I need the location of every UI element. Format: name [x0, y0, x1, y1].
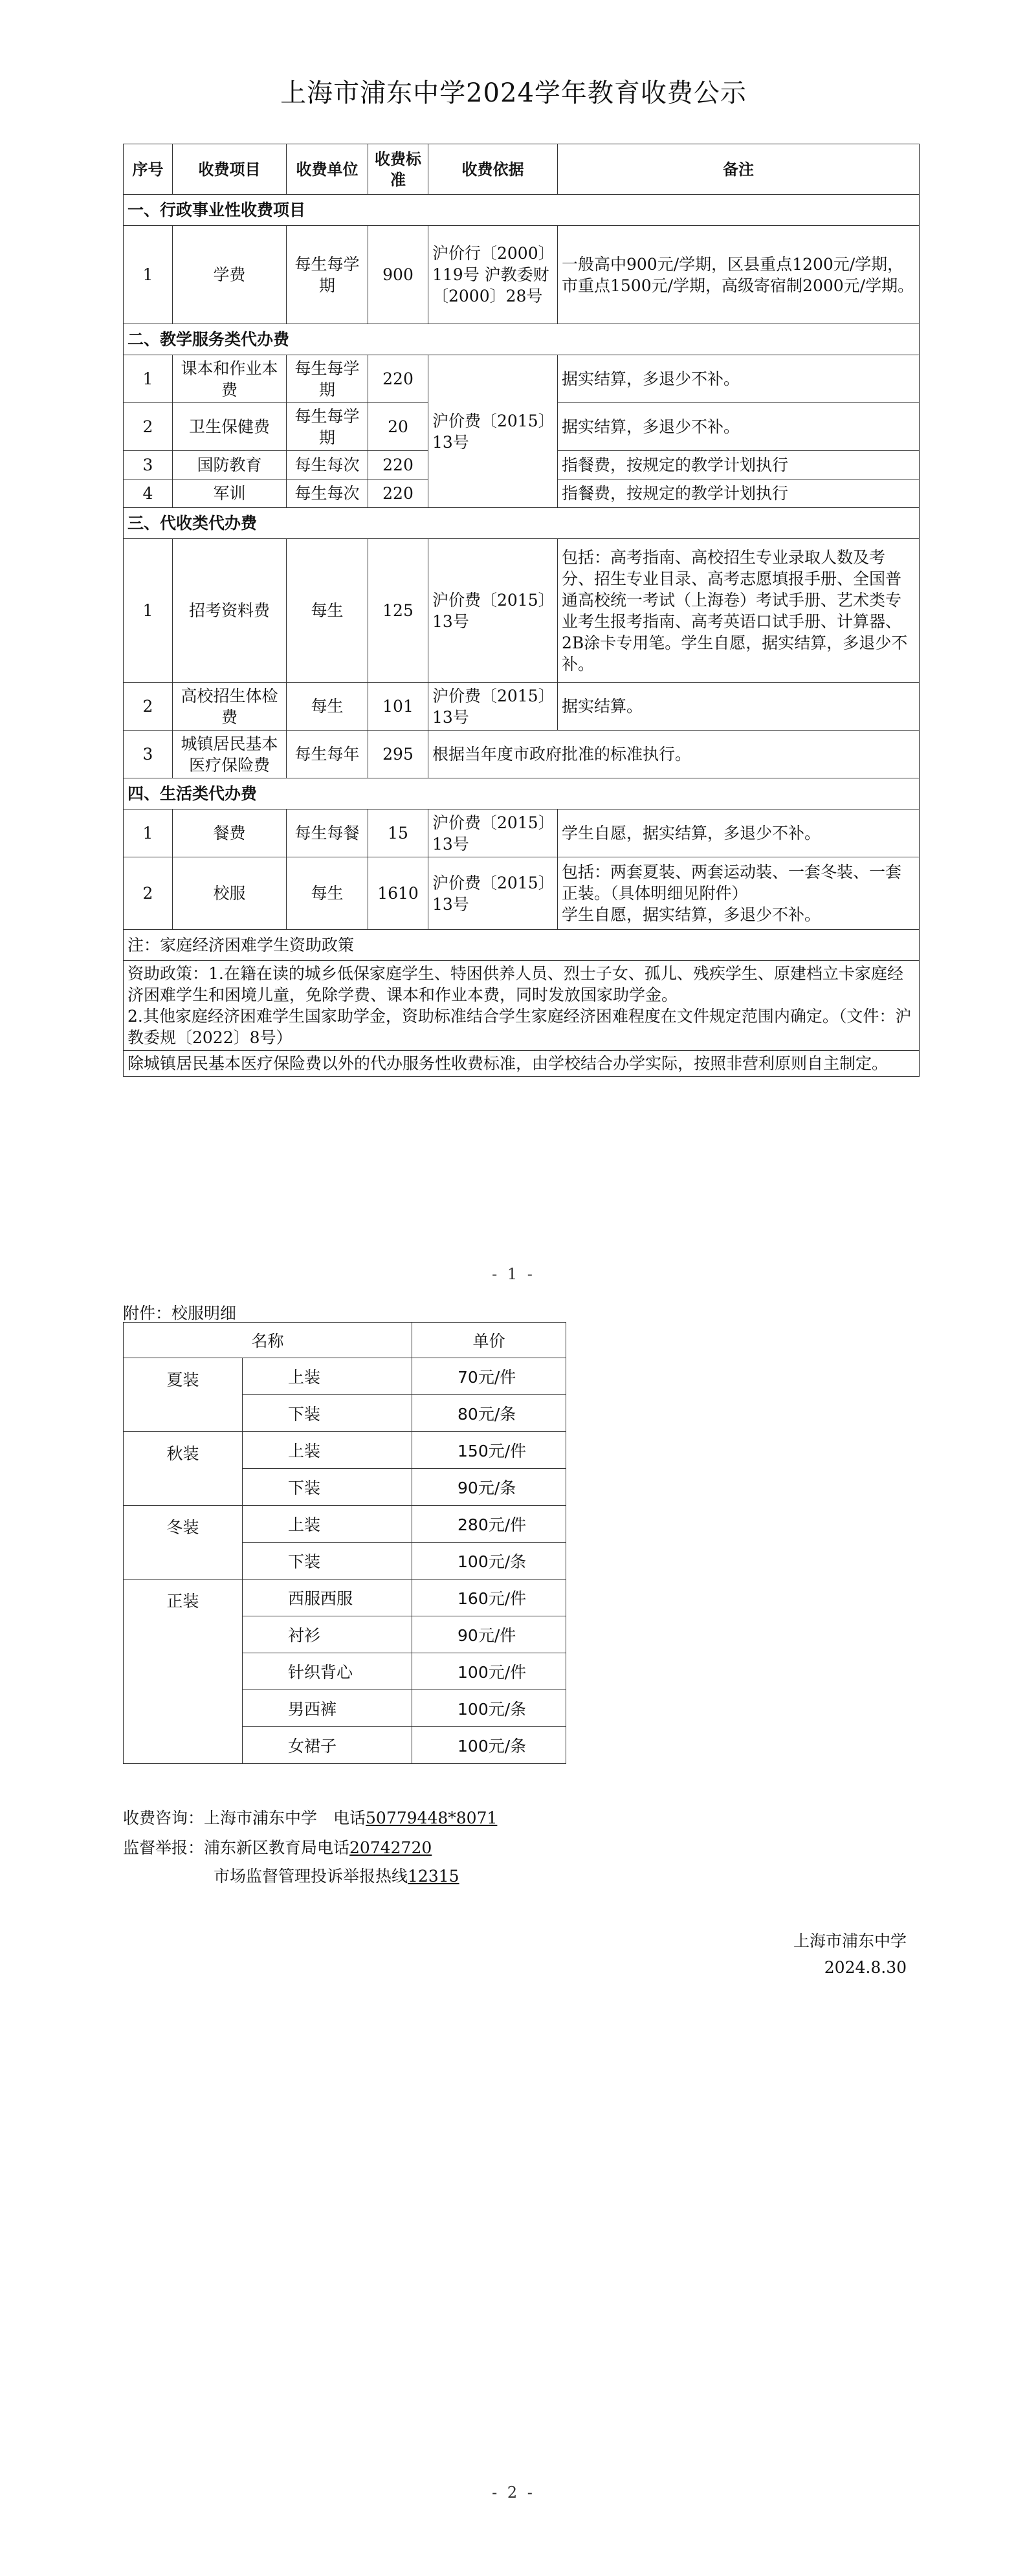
signature-date: 2024.8.30	[824, 1958, 907, 1977]
cell-unit: 每生每次	[287, 479, 368, 508]
cell-no: 2	[124, 683, 173, 731]
page-number: - 2 -	[492, 2483, 535, 2502]
item-price: 80元/条	[412, 1395, 566, 1432]
notes-policy	[124, 961, 920, 1051]
table-row	[124, 1506, 566, 1543]
item-price: 100元/条	[412, 1727, 566, 1764]
item-price: 90元/条	[412, 1469, 566, 1506]
notes-other-row	[124, 1051, 920, 1077]
report-label: 监督举报：浦东新区教育局电话	[123, 1838, 350, 1857]
cell-std: 20	[368, 403, 428, 451]
signature-org: 上海市浦东中学	[793, 1932, 907, 1950]
header-basis: 收费依据	[428, 144, 558, 195]
table-row	[124, 809, 920, 857]
notes-heading: 注：家庭经济困难学生资助政策	[124, 930, 920, 961]
cell-basis: 沪价费〔2015〕13号	[428, 809, 558, 857]
cell-basis: 沪价费〔2015〕13号	[428, 539, 558, 683]
cell-std: 220	[368, 479, 428, 508]
cell-unit: 每生每学期	[287, 403, 368, 451]
category-cell: 冬装	[124, 1506, 243, 1580]
cell-basis: 沪价费〔2015〕13号	[428, 857, 558, 930]
section-title: 一、行政事业性收费项目	[124, 195, 920, 226]
header-price: 单价	[412, 1323, 566, 1358]
category-cell: 正装	[124, 1580, 243, 1764]
cell-remark: 学生自愿，据实结算，多退少不补。	[558, 809, 920, 857]
cell-no: 2	[124, 403, 173, 451]
cell-item: 校服	[173, 857, 287, 930]
header-item: 收费项目	[173, 144, 287, 195]
cell-remark: 指餐费，按规定的教学计划执行	[558, 451, 920, 479]
contact-consult	[123, 1805, 497, 1829]
cell-unit: 每生	[287, 539, 368, 683]
section-row	[124, 778, 920, 809]
cell-std: 125	[368, 539, 428, 683]
cell-basis: 沪价费〔2015〕13号	[428, 683, 558, 731]
table-row	[124, 857, 920, 930]
table-row	[124, 1358, 566, 1395]
cell-basis: 沪价费〔2015〕13号	[428, 355, 558, 508]
cell-remark: 据实结算。	[558, 683, 920, 731]
cell-basis: 根据当年度市政府批准的标准执行。	[428, 731, 920, 778]
item-name: 女裙子	[243, 1727, 412, 1764]
section-row	[124, 324, 920, 355]
cell-item: 卫生保健费	[173, 403, 287, 451]
item-name: 上装	[243, 1506, 412, 1543]
section-row	[124, 508, 920, 539]
cell-unit: 每生每学期	[287, 355, 368, 403]
cell-unit: 每生每次	[287, 451, 368, 479]
cell-no: 2	[124, 857, 173, 930]
cell-item: 学费	[173, 226, 287, 324]
item-name: 男西裤	[243, 1690, 412, 1727]
fee-table-header	[124, 144, 920, 195]
fee-table	[123, 144, 920, 1077]
cell-std: 220	[368, 355, 428, 403]
notes-heading-row	[124, 930, 920, 961]
cell-no: 1	[124, 355, 173, 403]
table-row	[124, 539, 920, 683]
report-phone: 20742720	[349, 1838, 432, 1857]
policy-paragraph: 2.其他家庭经济困难学生国家助学金，资助标准结合学生家庭经济困难程度在文件规定范围内确定。（文件：沪教委规〔2022〕8号）	[127, 1007, 912, 1047]
cell-unit: 每生	[287, 857, 368, 930]
table-row	[124, 355, 920, 403]
item-price: 100元/条	[412, 1543, 566, 1580]
header-no: 序号	[124, 144, 173, 195]
cell-no: 4	[124, 479, 173, 508]
cell-std: 15	[368, 809, 428, 857]
item-price: 100元/条	[412, 1690, 566, 1727]
contact-market	[214, 1864, 459, 1887]
item-name: 下装	[243, 1543, 412, 1580]
page-title: 上海市浦东中学2024学年教育收费公示	[280, 78, 747, 108]
cell-remark: 一般高中900元/学期，区县重点1200元/学期，市重点1500元/学期，高级寄宿制2000元/学期。	[558, 226, 920, 324]
section-title: 三、代收类代办费	[124, 508, 920, 539]
cell-unit: 每生每学期	[287, 226, 368, 324]
cell-no: 3	[124, 731, 173, 778]
item-price: 70元/件	[412, 1358, 566, 1395]
item-name: 上装	[243, 1358, 412, 1395]
category-cell: 夏装	[124, 1358, 243, 1432]
cell-item: 招考资料费	[173, 539, 287, 683]
table-row	[124, 226, 920, 324]
cell-remark	[558, 857, 920, 930]
uniform-header	[124, 1323, 566, 1358]
cell-no: 3	[124, 451, 173, 479]
item-price: 150元/件	[412, 1432, 566, 1469]
item-name: 西服西服	[243, 1580, 412, 1616]
cell-item: 高校招生体检费	[173, 683, 287, 731]
cell-std: 101	[368, 683, 428, 731]
item-name: 针织背心	[243, 1653, 412, 1690]
cell-unit: 每生每年	[287, 731, 368, 778]
cell-remark: 据实结算，多退少不补。	[558, 355, 920, 403]
item-price: 100元/件	[412, 1653, 566, 1690]
item-price: 280元/件	[412, 1506, 566, 1543]
table-row	[124, 683, 920, 731]
item-price: 90元/件	[412, 1616, 566, 1653]
section-title: 二、教学服务类代办费	[124, 324, 920, 355]
cell-std: 900	[368, 226, 428, 324]
contact-report	[123, 1835, 432, 1858]
cell-no: 1	[124, 809, 173, 857]
cell-remark: 包括：高考指南、高校招生专业录取人数及考分、招生专业目录、高考志愿填报手册、全国普通高校统一考试（上海卷）考试手册、艺术类专业考生报考指南、高考英语口试手册、计算器、2B涂卡专用笔。学生自愿，据实结算，多退少不补。	[558, 539, 920, 683]
remark-line: 学生自愿，据实结算，多退少不补。	[562, 905, 821, 924]
page-number: - 1 -	[492, 1265, 535, 1283]
cell-no: 1	[124, 226, 173, 324]
table-row	[124, 1580, 566, 1616]
attachment-title: 附件：校服明细	[123, 1304, 237, 1323]
cell-remark: 据实结算，多退少不补。	[558, 403, 920, 451]
section-row	[124, 195, 920, 226]
item-name: 下装	[243, 1395, 412, 1432]
uniform-table	[123, 1322, 566, 1764]
cell-std: 295	[368, 731, 428, 778]
cell-unit: 每生	[287, 683, 368, 731]
header-remark: 备注	[558, 144, 920, 195]
header-unit: 收费单位	[287, 144, 368, 195]
cell-no: 1	[124, 539, 173, 683]
cell-item: 课本和作业本费	[173, 355, 287, 403]
consult-label: 收费咨询：上海市浦东中学 电话	[123, 1809, 366, 1827]
notes-policy-row	[124, 961, 920, 1051]
item-name: 上装	[243, 1432, 412, 1469]
table-row	[124, 731, 920, 778]
cell-std: 1610	[368, 857, 428, 930]
notes-other: 除城镇居民基本医疗保险费以外的代办服务性收费标准，由学校结合办学实际，按照非营利原则自主制定。	[124, 1051, 920, 1077]
cell-item: 城镇居民基本医疗保险费	[173, 731, 287, 778]
cell-basis: 沪价行〔2000〕119号 沪教委财〔2000〕28号	[428, 226, 558, 324]
consult-phone: 50779448*8071	[366, 1809, 498, 1827]
item-price: 160元/件	[412, 1580, 566, 1616]
remark-line: 包括：两套夏装、两套运动装、一套冬装、一套正装。（具体明细见附件）	[562, 863, 902, 903]
cell-item: 餐费	[173, 809, 287, 857]
cell-std: 220	[368, 451, 428, 479]
header-std: 收费标准	[368, 144, 428, 195]
cell-remark: 指餐费，按规定的教学计划执行	[558, 479, 920, 508]
cell-item: 军训	[173, 479, 287, 508]
table-row	[124, 1432, 566, 1469]
header-name: 名称	[124, 1323, 412, 1358]
cell-unit: 每生每餐	[287, 809, 368, 857]
cell-item: 国防教育	[173, 451, 287, 479]
market-label: 市场监督管理投诉举报热线	[214, 1867, 408, 1886]
item-name: 下装	[243, 1469, 412, 1506]
category-cell: 秋装	[124, 1432, 243, 1506]
item-name: 衬衫	[243, 1616, 412, 1653]
section-title: 四、生活类代办费	[124, 778, 920, 809]
policy-paragraph: 资助政策：1.在籍在读的城乡低保家庭学生、特困供养人员、烈士子女、孤儿、残疾学生、原建档立卡家庭经济困难学生和困境儿童，免除学费、课本和作业本费，同时发放国家助学金。	[127, 964, 903, 1004]
market-phone: 12315	[408, 1867, 459, 1886]
